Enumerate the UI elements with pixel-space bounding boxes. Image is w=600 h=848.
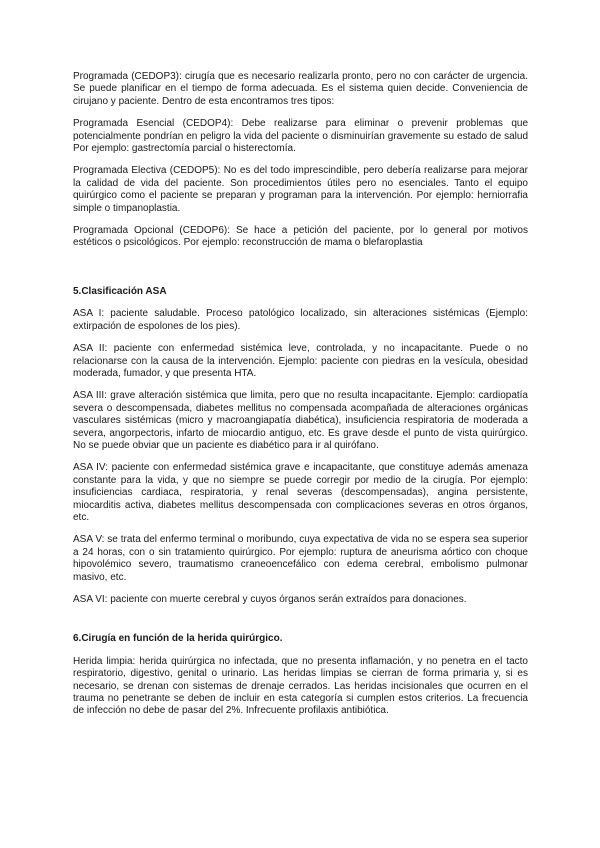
paragraph-programada-opcional: Programada Opcional (CEDOP6): Se hace a petición del paciente, por lo general por motivos estéticos o psicológicos. Por ejemplo: reconstrucción de mama o blefaroplastia [73, 225, 528, 249]
paragraph-asa-v: ASA V: se trata del enfermo terminal o moribundo, cuya expectativa de vida no se espera sea superior a 24 horas, con o sin tratamiento quirúrgico. Por ejemplo: ruptura de aneurisma aórtico con choque hipovolémico severo, traumatismo craneoencefálico con edema cerebral, embolismo pulmonar masivo, etc. [73, 534, 528, 583]
paragraph-asa-vi: ASA VI: paciente con muerte cerebral y cuyos órganos serán extraídos para donaciones. [73, 594, 467, 605]
paragraph-programada: Programada (CEDOP3): cirugía que es necesario realizarla pronto, pero no con carácter de urgencia. Se puede planificar en el tiempo de forma adecuada. Es el sistema quien decide. Conveniencia de cirujano y paciente. Dentro de esta encontramos tres tipos: [73, 71, 528, 107]
paragraph-programada-esencial: Programada Esencial (CEDOP4): Debe realizarse para eliminar o prevenir problemas que potencialmente pondrían en peligro la vida del paciente o disminuirían gravemente su estado de salud Por ejemplo: gastrectomía parcial o histerectomía. [73, 118, 528, 155]
paragraph-asa-ii: ASA II: paciente con enfermedad sistémica leve, controlada, y no incapacitante. Puede o no relacionarse con la causa de la intervención. Ejemplo: paciente con piedras en la vesícula, obesidad moderada, fumador, y que presenta HTA. [73, 343, 528, 379]
paragraph-asa-iii: ASA III: grave alteración sistémica que limita, pero que no resulta incapacitante. Ejemplo: cardiopatía severa o descompensada, diabetes mellitus no compensada acompañada de alteraciones orgánicas vasculares sistémicas (micro y macroangiapatía diabética), insuficiencia respiratoria de moderada a severa, angorpectoris, infarto de miocardio antiguo, etc. Es grave desde el punto de vista quirúrgico. No se puede obviar que un paciente es diabético para ir al quirófano. [73, 390, 528, 451]
paragraph-herida-limpia: Herida limpia: herida quirúrgica no infectada, que no presenta inflamación, y no penetra en el tacto respiratorio, digestivo, genital o urinario. Las heridas limpias se cierran de forma primaria y, si es necesario, se drenan con sistemas de drenaje cerrados. Las heridas incisionales que ocurren en el trauma no penetrante se deben de incluir en esta categoría si cumplen estos criterios. La frecuencia de infección no debe de pasar del 2%. Infrecuente profilaxis antibiótica. [73, 655, 528, 717]
paragraph-programada-electiva: Programada Electiva (CEDOP5): No es del todo imprescindible, pero debería realizarse para mejorar la calidad de vida del paciente. Son procedimientos útiles pero no esenciales. Tanto el equipo quirúrgico como el paciente se preparan y programan para la intervención. Por ejemplo: herniorrafia simple o timpanoplastia. [73, 165, 528, 214]
document-page [73, 71, 528, 718]
section-heading-asa: 5.Clasificación ASA [73, 285, 167, 297]
section-heading-herida: 6.Cirugía en función de la herida quirúrgico. [73, 633, 283, 645]
paragraph-asa-iv: ASA IV: paciente con enfermedad sistémica grave e incapacitante, que constituye además amenaza constante para la vida, y que no siempre se puede corregir por medio de la cirugía. Por ejemplo: insuficiencias cardiaca, respiratoria, y renal severas (descompensadas), angina persistente, miocarditis activa, diabetes mellitus descompensada con complicaciones severas en otros órganos, etc. [73, 462, 528, 523]
paragraph-asa-i: ASA I: paciente saludable. Proceso patológico localizado, sin alteraciones sistémicas (Ejemplo: extirpación de espolones de los pies). [73, 308, 528, 332]
